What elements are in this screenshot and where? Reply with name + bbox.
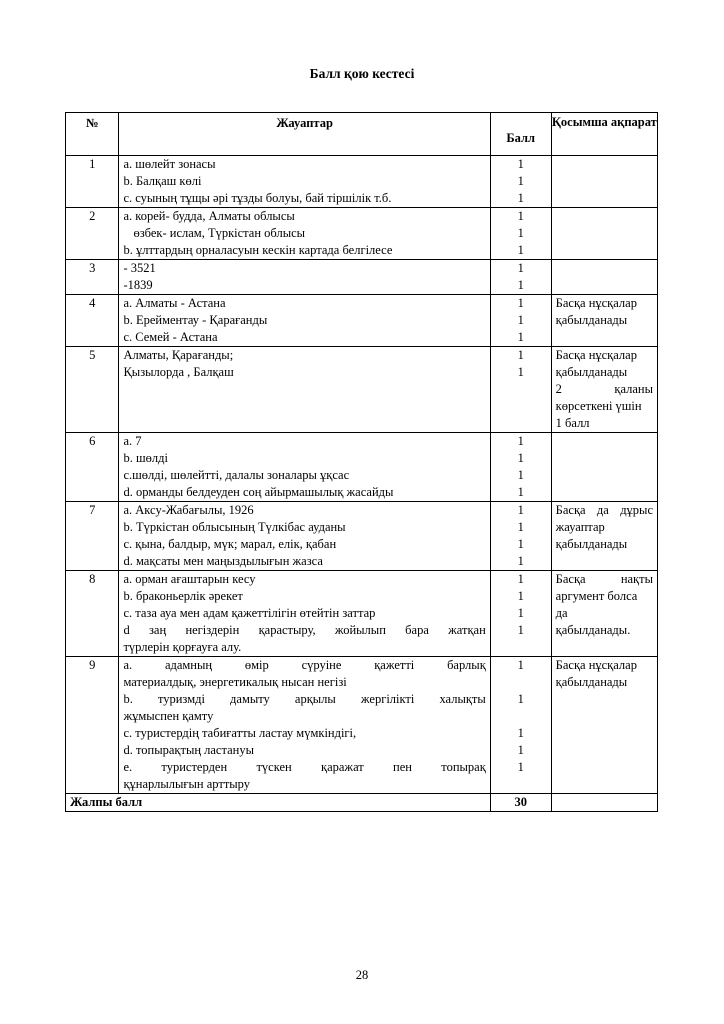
score-cell <box>490 295 551 347</box>
question-number: 7 <box>66 502 119 571</box>
score-value: 1 <box>517 243 524 257</box>
extra-info-line: көрсеткені үшін <box>555 399 642 413</box>
answer-line: c. қына, балдыр, мүк; марал, елік, қабан <box>123 537 337 551</box>
answer-line: b. туризмді дамыту арқылы жергілікті халықты <box>123 692 486 706</box>
total-row <box>66 794 658 812</box>
extra-info-line: Басқа нұсқалар <box>555 658 637 672</box>
total-value: 30 <box>490 794 551 812</box>
table-row <box>66 657 658 794</box>
answer-line: c. туристердің табиғатты ластау мүмкіндігі, <box>123 726 357 740</box>
extra-info-cell <box>551 260 657 295</box>
answers-cell <box>119 433 490 502</box>
answer-line: d заң негіздерін қарастыру, жойылып бара жатқан <box>123 623 486 637</box>
score-value: 1 <box>517 157 524 171</box>
score-value: 1 <box>517 348 524 362</box>
total-label: Жалпы балл <box>66 794 491 812</box>
extra-info-cell <box>551 347 657 433</box>
answers-cell <box>119 260 490 295</box>
score-value <box>491 708 551 725</box>
score-value <box>491 674 551 691</box>
question-number: 6 <box>66 433 119 502</box>
answer-line: c.шөлді, шөлейтті, далалы зоналары ұқсас <box>123 468 350 482</box>
table-row <box>66 571 658 657</box>
score-value: 1 <box>517 623 524 637</box>
score-value: 1 <box>517 589 524 603</box>
extra-info-cell <box>551 208 657 260</box>
extra-info-line: қабылданады. <box>555 623 631 637</box>
extra-info-line: Басқа нұсқалар <box>555 296 637 310</box>
score-value: 1 <box>517 365 524 379</box>
header-answers: Жауаптар <box>119 113 490 156</box>
extra-info-line: аргумент болса <box>555 589 638 603</box>
table-row <box>66 156 658 208</box>
answer-line: b. браконьерлік әрекет <box>123 589 243 603</box>
extra-info-line: жауаптар <box>555 520 605 534</box>
answer-line: b. Түркістан облысының Түлкібас ауданы <box>123 520 346 534</box>
total-extra-cell <box>551 794 657 812</box>
answer-line: a. Алматы - Астана <box>123 296 226 310</box>
question-number: 3 <box>66 260 119 295</box>
table-row <box>66 260 658 295</box>
extra-info-line: 2 қаланы <box>555 382 653 396</box>
answer-line: өзбек- ислам, Түркістан облысы <box>133 226 306 240</box>
score-value: 1 <box>517 296 524 310</box>
header-extra-info: Қосымша ақпарат <box>551 113 657 156</box>
score-cell <box>490 208 551 260</box>
score-value: 1 <box>517 658 524 672</box>
score-value: 1 <box>517 537 524 551</box>
answer-line: b. Балқаш көлі <box>123 174 202 188</box>
answers-cell <box>119 295 490 347</box>
score-cell <box>490 502 551 571</box>
extra-info-cell <box>551 657 657 794</box>
answer-line: b. шөлді <box>123 451 168 465</box>
answer-line: d. топырақтың ластануы <box>123 743 254 757</box>
answer-line: материалдық, энергетикалық нысан негізі <box>123 675 347 689</box>
answers-cell <box>119 571 490 657</box>
answer-line: a. орман ағаштарын кесу <box>123 572 256 586</box>
score-value: 1 <box>517 554 524 568</box>
score-value <box>491 639 551 656</box>
extra-info-line: Басқа нұсқалар <box>555 348 637 362</box>
answer-line: жұмыспен қамту <box>123 709 214 723</box>
page-title: Балл қою кестесі <box>309 66 415 81</box>
answer-line: a. адамның өмір сүруіне қажетті барлық <box>123 658 486 672</box>
score-value: 1 <box>517 503 524 517</box>
score-value <box>491 776 551 793</box>
answer-line: b. ұлттардың орналасуын кескін картада белгілесе <box>123 243 393 257</box>
score-value: 1 <box>517 434 524 448</box>
score-cell <box>490 433 551 502</box>
table-header-row <box>66 113 658 156</box>
score-value: 1 <box>517 261 524 275</box>
answer-line: c. суының тұщы әрі тұзды болуы, бай тіршілік т.б. <box>123 191 392 205</box>
score-cell <box>490 571 551 657</box>
score-value: 1 <box>517 760 524 774</box>
table-row <box>66 295 658 347</box>
extra-info-line: қабылданады <box>555 313 628 327</box>
answer-line: c. таза ауа мен адам қажеттілігін өтейтін заттар <box>123 606 376 620</box>
answers-cell <box>119 208 490 260</box>
answer-line: Қызылорда , Балқаш <box>123 365 234 379</box>
answer-line: a. шөлейт зонасы <box>123 157 216 171</box>
header-number: № <box>66 113 119 156</box>
question-number: 8 <box>66 571 119 657</box>
score-value: 1 <box>517 606 524 620</box>
score-cell <box>490 347 551 433</box>
score-cell <box>490 156 551 208</box>
answer-line: e. туристерден түскен қаражат пен топырақ <box>123 760 486 774</box>
score-value: 1 <box>517 743 524 757</box>
score-value: 1 <box>517 692 524 706</box>
score-value: 1 <box>517 451 524 465</box>
score-value: 1 <box>517 468 524 482</box>
table-body <box>66 156 658 794</box>
answers-cell <box>119 156 490 208</box>
page-number: 28 <box>355 968 369 982</box>
extra-info-cell <box>551 156 657 208</box>
table-row <box>66 433 658 502</box>
extra-info-line: да <box>555 606 568 620</box>
answer-line: a. Аксу-Жабағылы, 1926 <box>123 503 254 517</box>
extra-info-line: Басқа нақты <box>555 572 653 586</box>
table-row <box>66 347 658 433</box>
answers-cell <box>119 347 490 433</box>
answer-line: a. 7 <box>123 434 142 448</box>
answer-line: a. корей- будда, Алматы облысы <box>123 209 295 223</box>
score-value: 1 <box>517 330 524 344</box>
score-value: 1 <box>517 226 524 240</box>
question-number: 9 <box>66 657 119 794</box>
table-row <box>66 208 658 260</box>
score-value: 1 <box>517 572 524 586</box>
extra-info-line: қабылданады <box>555 537 628 551</box>
score-value: 1 <box>517 174 524 188</box>
score-value: 1 <box>517 726 524 740</box>
question-number: 1 <box>66 156 119 208</box>
extra-info-line: қабылданады <box>555 675 628 689</box>
extra-info-line: Басқа да дұрыс <box>555 503 653 517</box>
answer-line: -1839 <box>123 278 153 292</box>
extra-info-cell <box>551 502 657 571</box>
answer-line: d. мақсаты мен маңыздылығын жазса <box>123 554 323 568</box>
answers-cell <box>119 657 490 794</box>
extra-info-cell <box>551 295 657 347</box>
question-number: 2 <box>66 208 119 260</box>
score-cell <box>490 260 551 295</box>
answer-line: Алматы, Қарағанды; <box>123 348 234 362</box>
answer-line: - 3521 <box>123 261 156 275</box>
extra-info-line: 1 балл <box>555 416 590 430</box>
answer-line: түрлерін қорғауға алу. <box>123 640 242 654</box>
score-value: 1 <box>517 191 524 205</box>
header-score: Балл <box>490 113 551 156</box>
score-value: 1 <box>517 485 524 499</box>
answer-line: d. орманды белдеуден соң айырмашылық жасайды <box>123 485 394 499</box>
answer-line: b. Ерейментау - Қарағанды <box>123 313 268 327</box>
score-cell <box>490 657 551 794</box>
extra-info-cell <box>551 433 657 502</box>
table-row <box>66 502 658 571</box>
extra-info-cell <box>551 571 657 657</box>
score-value: 1 <box>517 313 524 327</box>
question-number: 5 <box>66 347 119 433</box>
answer-line: c. Семей - Астана <box>123 330 218 344</box>
grading-table <box>65 112 658 812</box>
extra-info-line: қабылданады <box>555 365 628 379</box>
score-value: 1 <box>517 520 524 534</box>
answer-line: құнарлылығын арттыру <box>123 777 251 791</box>
score-value: 1 <box>517 209 524 223</box>
question-number: 4 <box>66 295 119 347</box>
score-value: 1 <box>517 278 524 292</box>
answers-cell <box>119 502 490 571</box>
